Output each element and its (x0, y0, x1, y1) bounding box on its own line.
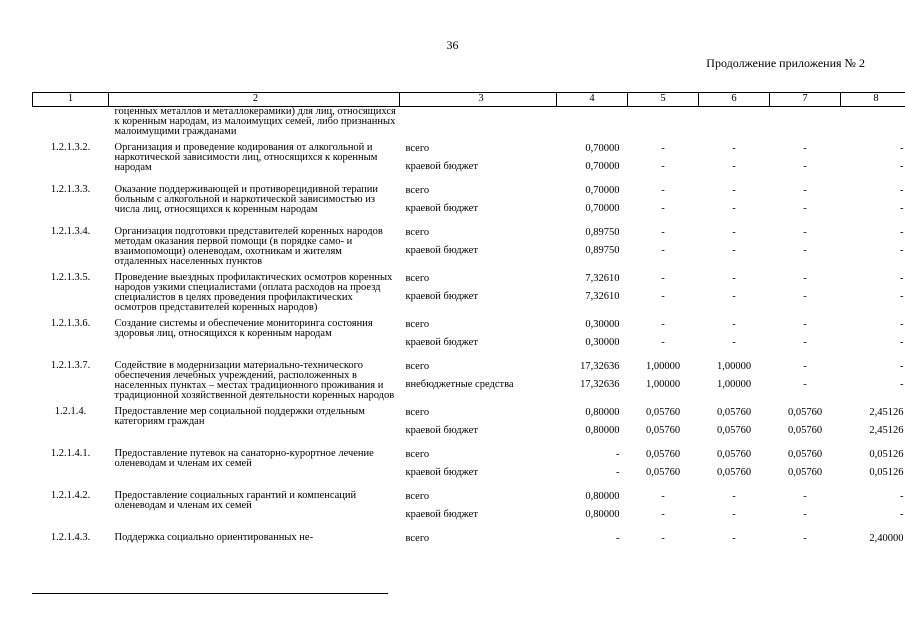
row-col-4 (557, 489, 628, 531)
row-col-7-value: 0,05760 (787, 407, 823, 418)
row-col-5-value: - (661, 273, 665, 284)
row-col-7-value: - (803, 491, 807, 502)
row-source-value: всего (405, 449, 430, 460)
row-col-6-value: - (732, 245, 736, 256)
row-col-7-value: 0,05760 (787, 467, 823, 478)
row-col-5 (628, 271, 699, 317)
table-row (33, 183, 905, 225)
row-source-value: краевой бюджет (405, 203, 478, 214)
row-source-value: краевой бюджет (405, 161, 478, 172)
row-col-8 (841, 183, 905, 225)
row-code: 1.2.1.4. (54, 406, 87, 417)
row-code: 1.2.1.3.5. (50, 272, 91, 283)
row-col-7 (770, 405, 841, 447)
row-col-4 (557, 271, 628, 317)
row-col-6-value: - (732, 509, 736, 520)
row-col-5 (628, 359, 699, 405)
row-col-8 (841, 531, 905, 555)
row-col-8-value: - (900, 185, 904, 196)
row-col-8 (841, 447, 905, 489)
row-col-6-value: - (732, 491, 736, 502)
row-col-7 (770, 489, 841, 531)
row-source-value: краевой бюджет (405, 337, 478, 348)
row-col-8-value: - (900, 143, 904, 154)
row-col-6-value: 0,05760 (716, 449, 752, 460)
bottom-rule (32, 593, 388, 594)
row-source-value: всего (405, 185, 430, 196)
row-source-value: краевой бюджет (405, 245, 478, 256)
row-col-6-value: 1,00000 (716, 379, 752, 390)
row-col-7-value: 0,05760 (787, 449, 823, 460)
header-row (33, 93, 905, 107)
row-col-8-value: - (900, 291, 904, 302)
row-col-5-value: 1,00000 (645, 379, 681, 390)
row-source (400, 405, 557, 447)
row-col-8 (841, 317, 905, 359)
table-row (33, 531, 905, 555)
row-col-7 (770, 271, 841, 317)
row-code: 1.2.1.3.2. (50, 142, 91, 153)
row-col-6-value: 0,05760 (716, 407, 752, 418)
row-col-7-value: - (803, 143, 807, 154)
row-source-value: краевой бюджет (405, 425, 478, 436)
row-col-8-value: 2,45126 (869, 407, 904, 418)
row-col-6 (699, 271, 770, 317)
row-col-6-value: - (732, 143, 736, 154)
row-col-4-value: 0,80000 (585, 509, 620, 520)
row-col-8-value: - (900, 273, 904, 284)
table-row (33, 359, 905, 405)
row-col-8-value: 0,05126 (869, 449, 904, 460)
row-col-4-value: 0,80000 (585, 425, 620, 436)
row-col-7 (770, 531, 841, 555)
row-col-5-value: - (661, 245, 665, 256)
row-col-4-value: 7,32610 (585, 273, 620, 284)
appendix-table (32, 92, 905, 555)
row-col-8 (841, 271, 905, 317)
row-col-6-value: - (732, 291, 736, 302)
row-description: Предоставление путевок на санаторно-курортное лечение оленеводам и членам их семей (114, 448, 374, 469)
row-col-8-value: - (900, 337, 904, 348)
row-col-6-value: 0,05760 (716, 425, 752, 436)
row-col-7 (770, 183, 841, 225)
row-description: Предоставление социальных гарантий и компенсаций оленеводам и членам их семей (114, 490, 357, 511)
row-col-5-value: - (661, 319, 665, 330)
row-col-8-value: - (900, 245, 904, 256)
row-source-value: всего (405, 407, 430, 418)
row-description: Создание системы и обеспечение мониторинга состояния здоровья лиц, относящихся к коренным народам (114, 318, 373, 339)
row-source (400, 359, 557, 405)
row-col-4 (557, 359, 628, 405)
row-code: 1.2.1.3.4. (50, 226, 91, 237)
row-col-5-value: - (661, 161, 665, 172)
row-code: 1.2.1.3.3. (50, 184, 91, 195)
row-col-5 (628, 225, 699, 271)
row-col-4-value: 17,32636 (580, 361, 620, 372)
row-source (400, 317, 557, 359)
carryover-text: гоценных металлов и металлокерамики) для лиц, относящихся к коренным народам, из малоимущих семей, либо признанных малоимущими гражданами (114, 106, 396, 137)
table-row (33, 447, 905, 489)
row-code: 1.2.1.4.2. (50, 490, 91, 501)
row-col-4-value: 0,80000 (585, 491, 620, 502)
row-col-7 (770, 447, 841, 489)
row-col-5-value: - (661, 533, 665, 544)
row-col-8-value: 0,05126 (869, 467, 904, 478)
row-col-5-value: 0,05760 (645, 407, 681, 418)
row-col-5-value: - (661, 509, 665, 520)
row-col-8-value: - (900, 361, 904, 372)
row-col-5-value: - (661, 491, 665, 502)
row-code: 1.2.1.4.3. (50, 532, 91, 543)
row-col-5-value: - (661, 227, 665, 238)
row-col-8 (841, 141, 905, 183)
row-col-8-value: - (900, 491, 904, 502)
row-source-value: всего (405, 361, 430, 372)
carryover-row (33, 107, 905, 142)
row-col-7-value: - (803, 185, 807, 196)
row-description: Предоставление мер социальной поддержки отдельным категориям граждан (114, 406, 365, 427)
row-code: 1.2.1.3.6. (50, 318, 91, 329)
row-col-7-value: - (803, 379, 807, 390)
continuation-label: Продолжение приложения № 2 (706, 56, 865, 70)
row-source (400, 225, 557, 271)
row-col-5 (628, 447, 699, 489)
row-col-7-value: - (803, 337, 807, 348)
row-code: 1.2.1.3.7. (50, 360, 91, 371)
row-col-6 (699, 531, 770, 555)
row-col-6-value: - (732, 337, 736, 348)
row-col-8-value: 2,45126 (869, 425, 904, 436)
row-col-4-value: 0,30000 (585, 337, 620, 348)
row-col-7 (770, 141, 841, 183)
row-source-value: всего (405, 227, 430, 238)
row-col-4-value: - (616, 449, 620, 460)
row-col-5 (628, 489, 699, 531)
row-col-7-value: - (803, 291, 807, 302)
row-col-5 (628, 405, 699, 447)
header-col-2: 2 (109, 93, 400, 107)
row-col-4-value: 7,32610 (585, 291, 620, 302)
row-col-4-value: 0,70000 (585, 185, 620, 196)
row-description: Содействие в модернизации материально-технического обеспечения лечебных учреждений, расположенных в населенных пунктах – местах традиционного проживания и традиционной хозяйственной деятельности коренных народов (114, 360, 395, 401)
row-col-4-value: - (616, 467, 620, 478)
row-col-8 (841, 225, 905, 271)
row-description: Организация подготовки представителей коренных народов методам оказания первой помощи (в порядке само- и взаимопомощи) оленеводам, охотникам и жителям отдаленных населенных пунктов (114, 226, 383, 267)
row-col-4 (557, 141, 628, 183)
row-col-7-value: - (803, 227, 807, 238)
row-col-5 (628, 141, 699, 183)
row-col-4-value: 0,89750 (585, 245, 620, 256)
row-source-value: всего (405, 273, 430, 284)
table-row (33, 317, 905, 359)
table-row (33, 271, 905, 317)
row-source-value: краевой бюджет (405, 509, 478, 520)
row-col-6-value: - (732, 533, 736, 544)
row-col-4 (557, 317, 628, 359)
row-col-8 (841, 405, 905, 447)
row-col-4-value: - (616, 533, 620, 544)
row-code: 1.2.1.4.1. (50, 448, 91, 459)
row-col-6 (699, 225, 770, 271)
row-col-5 (628, 183, 699, 225)
row-col-6-value: - (732, 273, 736, 284)
row-source (400, 271, 557, 317)
table-row (33, 225, 905, 271)
row-col-7 (770, 359, 841, 405)
row-col-4-value: 0,89750 (585, 227, 620, 238)
header-col-7: 7 (770, 93, 841, 107)
row-col-6 (699, 141, 770, 183)
row-col-7-value: - (803, 361, 807, 372)
row-col-7-value: - (803, 161, 807, 172)
row-col-8-value: - (900, 161, 904, 172)
header-col-3: 3 (400, 93, 557, 107)
row-source-value: краевой бюджет (405, 291, 478, 302)
row-col-6-value: - (732, 319, 736, 330)
row-col-4 (557, 183, 628, 225)
row-source (400, 447, 557, 489)
row-col-6 (699, 317, 770, 359)
row-col-7-value: 0,05760 (787, 425, 823, 436)
row-col-7 (770, 225, 841, 271)
row-col-6-value: - (732, 203, 736, 214)
row-col-6-value: 0,05760 (716, 467, 752, 478)
row-col-8 (841, 489, 905, 531)
row-col-7-value: - (803, 533, 807, 544)
row-col-8-value: - (900, 203, 904, 214)
row-col-5 (628, 317, 699, 359)
header-col-6: 6 (699, 93, 770, 107)
row-col-5-value: - (661, 291, 665, 302)
row-col-6 (699, 405, 770, 447)
row-col-4-value: 17,32636 (580, 379, 620, 390)
table-row (33, 141, 905, 183)
row-source (400, 531, 557, 555)
row-col-6 (699, 447, 770, 489)
row-col-6-value: - (732, 161, 736, 172)
row-col-5-value: 0,05760 (645, 449, 681, 460)
row-col-4 (557, 225, 628, 271)
row-col-7-value: - (803, 509, 807, 520)
row-col-5-value: - (661, 337, 665, 348)
row-col-6 (699, 489, 770, 531)
row-col-5-value: - (661, 185, 665, 196)
row-source-value: всего (405, 533, 430, 544)
row-description: Оказание поддерживающей и противорецидивной терапии больным с алкогольной и наркотической зависимостью из числа лиц, относящихся к коренным народам (114, 184, 378, 215)
row-source (400, 489, 557, 531)
row-description: Организация и проведение кодирования от алкогольной и наркотической зависимости лиц, относящихся к коренным народам (114, 142, 378, 173)
row-source (400, 183, 557, 225)
row-col-8-value: - (900, 509, 904, 520)
row-description: Проведение выездных профилактических осмотров коренных народов узкими специалистами (оплата расходов на проезд специалистов в целях проведения профилактических осмотров представителей коренных народов) (114, 272, 393, 313)
table-row (33, 405, 905, 447)
row-col-8-value: - (900, 319, 904, 330)
row-col-7-value: - (803, 319, 807, 330)
row-source (400, 141, 557, 183)
row-col-4-value: 0,70000 (585, 161, 620, 172)
row-col-5-value: 0,05760 (645, 425, 681, 436)
row-col-6-value: - (732, 185, 736, 196)
row-col-4-value: 0,80000 (585, 407, 620, 418)
row-col-8 (841, 359, 905, 405)
header-col-8: 8 (841, 93, 905, 107)
page-number: 36 (446, 38, 459, 52)
row-col-5-value: 1,00000 (645, 361, 681, 372)
row-col-8-value: 2,40000 (869, 533, 904, 544)
row-col-4-value: 0,30000 (585, 319, 620, 330)
row-source-value: всего (405, 143, 430, 154)
row-col-5 (628, 531, 699, 555)
row-col-6-value: 1,00000 (716, 361, 752, 372)
row-col-4-value: 0,70000 (585, 203, 620, 214)
row-col-7-value: - (803, 273, 807, 284)
row-source-value: всего (405, 319, 430, 330)
row-col-4 (557, 447, 628, 489)
header-col-1: 1 (33, 93, 109, 107)
row-col-4-value: 0,70000 (585, 143, 620, 154)
row-col-7-value: - (803, 245, 807, 256)
row-col-7 (770, 317, 841, 359)
row-col-5-value: - (661, 203, 665, 214)
row-source-value: всего (405, 491, 430, 502)
row-col-6-value: - (732, 227, 736, 238)
row-description: Поддержка социально ориентированных не- (114, 532, 314, 543)
row-source-value: краевой бюджет (405, 467, 478, 478)
row-col-5-value: 0,05760 (645, 467, 681, 478)
header-col-5: 5 (628, 93, 699, 107)
row-col-8-value: - (900, 227, 904, 238)
row-source-value: внебюджетные средства (405, 379, 514, 390)
row-col-6 (699, 359, 770, 405)
header-col-4: 4 (557, 93, 628, 107)
row-col-7-value: - (803, 203, 807, 214)
row-col-5-value: - (661, 143, 665, 154)
row-col-8-value: - (900, 379, 904, 390)
row-col-4 (557, 531, 628, 555)
row-col-4 (557, 405, 628, 447)
table-row (33, 489, 905, 531)
row-col-6 (699, 183, 770, 225)
